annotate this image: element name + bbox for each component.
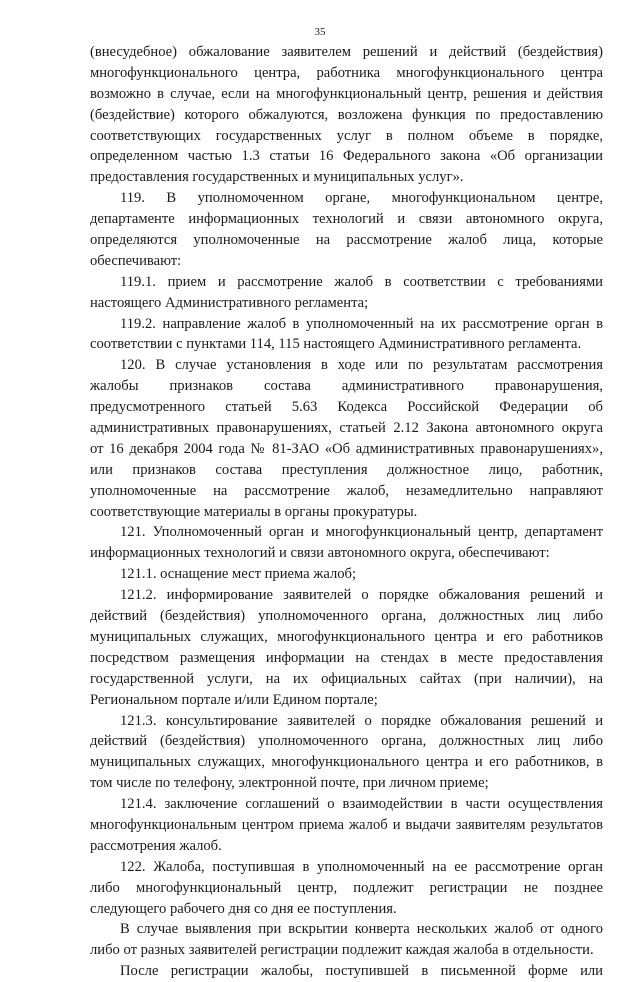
text-line: 119.2. направление жалоб в уполномоченный на их рассмотрение орган в <box>120 315 603 332</box>
text-line: определяются уполномоченные на рассмотрение жалоб лица, которые <box>90 232 603 249</box>
text-line: государственной услуги, на их официальных сайтах (при наличии), на <box>90 670 603 687</box>
text-line: После регистрации жалобы, поступившей в письменной форме или <box>120 963 603 980</box>
text-line: посредством размещения информации на стендах в месте предоставления <box>90 649 603 666</box>
text-line: том числе по телефону, электронной почте, при личном приеме; <box>90 775 489 792</box>
text-line: возможно в случае, если на многофункциональный центр, решения и действия <box>90 85 603 102</box>
text-line: или признаков состава преступления должностное лицо, работник, <box>90 461 603 478</box>
text-line: 121.3. консультирование заявителей о порядке обжалования решений и <box>120 712 603 729</box>
text-line: 120. В случае установления в ходе или по результатам рассмотрения <box>120 357 603 374</box>
text-line: многофункционального центра, работника многофункционального центра <box>90 64 603 81</box>
document-body-text <box>90 42 603 982</box>
text-line: 121.4. заключение соглашений о взаимодействии в части осуществления <box>120 796 603 813</box>
page-number: 35 <box>314 26 326 38</box>
text-line: информационных технологий и связи автономного округа, обеспечивают: <box>90 545 550 562</box>
text-line: действий (бездействия) уполномоченного органа, должностных лиц либо <box>90 733 603 750</box>
text-line: (внесудебное) обжалование заявителем решений и действий (бездействия) <box>90 44 603 60</box>
text-line: соответствующие материалы в органы прокуратуры. <box>90 503 418 520</box>
text-line: департаменте информационных технологий и связи автономного округа, <box>90 211 603 228</box>
text-line: следующего рабочего дня со дня ее поступления. <box>90 900 397 917</box>
text-line: определенном частью 1.3 статьи 16 Федерального закона «Об организации <box>90 148 603 165</box>
text-line: 121.1. оснащение мест приема жалоб; <box>120 566 357 583</box>
text-line: многофункциональным центром приема жалоб и выдачи заявителям результатов <box>90 816 603 833</box>
text-line: либо многофункциональный центр, подлежит регистрации не позднее <box>90 879 603 896</box>
text-line: 122. Жалоба, поступившая в уполномоченный на ее рассмотрение орган <box>120 858 603 875</box>
text-line: действий (бездействия) уполномоченного органа, должностных лиц либо <box>90 608 603 625</box>
text-line: рассмотрения жалоб. <box>90 837 222 854</box>
text-line: 121.2. информирование заявителей о порядке обжалования решений и <box>120 587 603 604</box>
text-line: соответствии с пунктами 114, 115 настоящего Административного регламента. <box>90 336 582 353</box>
text-line: соответствующих государственных услуг в полном объеме в порядке, <box>90 127 603 144</box>
text-line: Региональном портале и/или Едином портале; <box>90 691 378 708</box>
text-line: от 16 декабря 2004 года № 81-ЗАО «Об административных правонарушениях», <box>90 440 603 457</box>
text-line: обеспечивают: <box>90 252 182 269</box>
text-line: либо от разных заявителей регистрации подлежит каждая жалоба в отдельности. <box>90 942 594 959</box>
text-line: 119. В уполномоченном органе, многофункциональном центре, <box>120 190 603 207</box>
text-line: жалобы признаков состава административного правонарушения, <box>90 378 603 395</box>
text-line: административных правонарушениях, статьей 2.12 Закона автономного округа <box>90 420 603 437</box>
text-line: 121. Уполномоченный орган и многофункциональный центр, департамент <box>120 524 603 541</box>
text-line: В случае выявления при вскрытии конверта нескольких жалоб от одного <box>120 921 603 938</box>
text-line: (бездействие) которого обжалуются, возложена функция по предоставлению <box>90 106 603 123</box>
text-line: предоставления государственных и муниципальных услуг». <box>90 169 464 186</box>
text-line: 119.1. прием и рассмотрение жалоб в соответствии с требованиями <box>120 273 603 290</box>
text-line: муниципальных служащих, многофункционального центра и его работников <box>90 628 603 645</box>
text-line: муниципальных служащих, многофункционального центра и его работников, в <box>90 754 603 771</box>
text-line: предусмотренного статьей 5.63 Кодекса Российской Федерации об <box>90 399 603 416</box>
text-line: настоящего Административного регламента; <box>90 294 369 311</box>
text-line: уполномоченные на рассмотрение жалоб, незамедлительно направляют <box>90 482 603 499</box>
